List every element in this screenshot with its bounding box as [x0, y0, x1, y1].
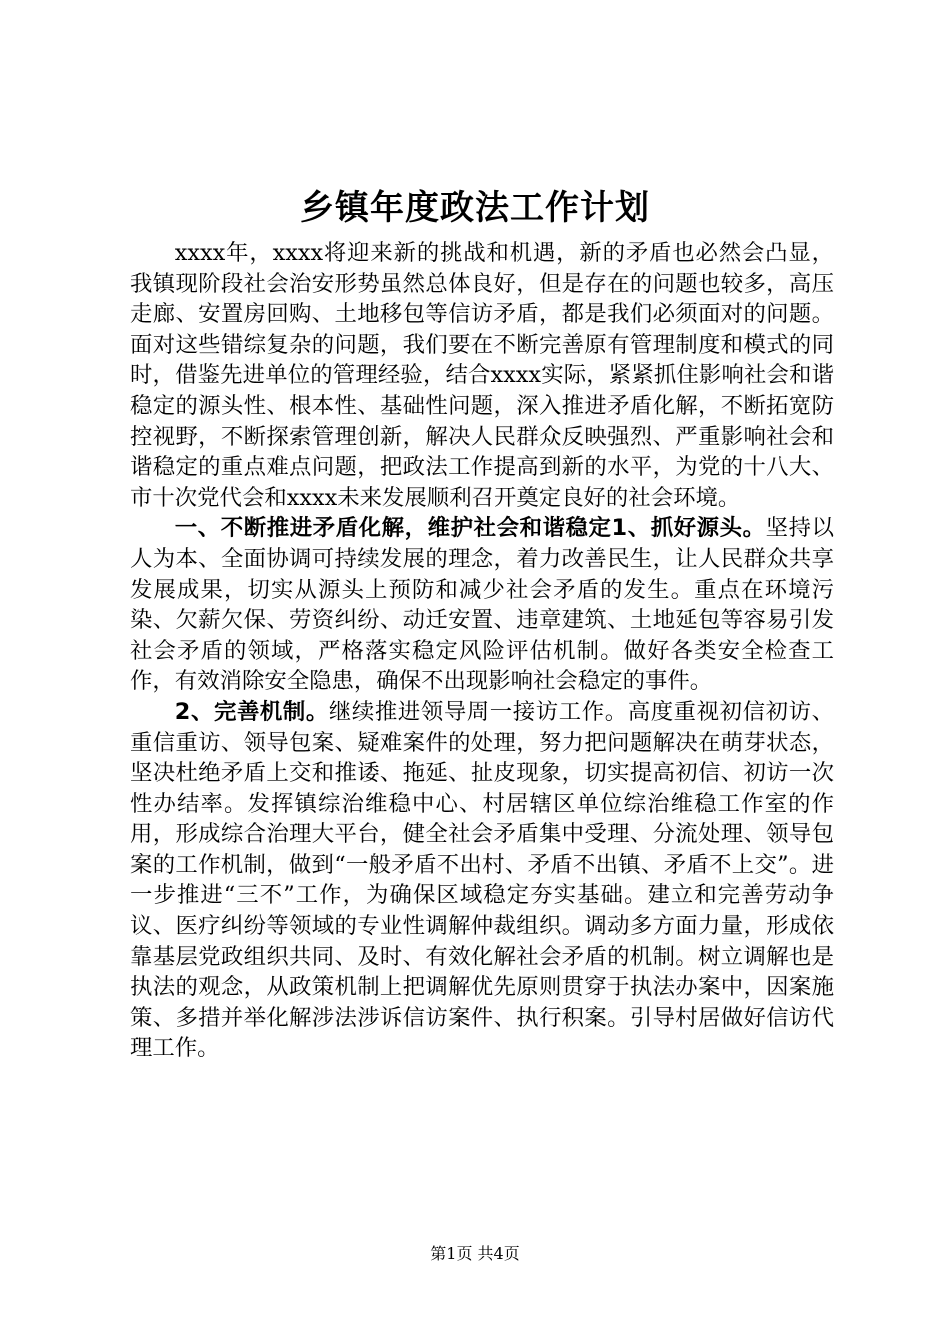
paragraph-section-1 — [130, 513, 834, 697]
section-heading: 2、完善机制。 — [174, 698, 329, 725]
document-title: 乡镇年度政法工作计划 — [300, 188, 650, 228]
section-heading: 一、不断推进矛盾化解，维护社会和谐稳定1、抓好源头。 — [174, 515, 766, 542]
page-footer: 第1页 共4页 — [430, 1244, 520, 1263]
paragraph-text: xxxx年，xxxx将迎来新的挑战和机遇，新的矛盾也必然会凸显，我镇现阶段社会治安形势虽然总体良好，但是存在的问题也较多，高压走廊、安置房回购、土地移包等信访矛盾，都是我们必须面对的问题。面对这些错综复杂的问题，我们要在不断完善原有管理制度和模式的同时，借鉴先进单位的管理经验，结合xxxx实际，紧紧抓住影响社会和谐稳定的源头性、根本性、基础性问题，深入推进矛盾化解，不断拓宽防控视野，不断探索管理创新，解决人民群众反映强烈、严重影响社会和谐稳定的重点难点问题，把政法工作提高到新的水平，为党的十八大、市十次党代会和xxxx未来发展顺利召开奠定良好的社会环境。 — [130, 240, 834, 511]
paragraph-section-2 — [130, 697, 834, 1064]
document-body — [130, 238, 834, 1064]
paragraph-text: 继续推进领导周一接访工作。高度重视初信初访、重信重访、领导包案、疑难案件的处理，努力把问题解决在萌芽状态，坚决杜绝矛盾上交和推诿、拖延、扯皮现象，切实提高初信、初访一次性办结率。发挥镇综治维稳中心、村居辖区单位综治维稳工作室的作用，形成综合治理大平台，健全社会矛盾集中受理、分流处理、领导包案的工作机制，做到“一般矛盾不出村、矛盾不出镇、矛盾不上交”。进一步推进“三不”工作，为确保区域稳定夯实基础。建立和完善劳动争议、医疗纠纷等领域的专业性调解仲裁组织。调动多方面力量，形成依靠基层党政组织共同、及时、有效化解社会矛盾的机制。树立调解也是执法的观念，从政策机制上把调解优先原则贯穿于执法办案中，因案施策、多措并举化解涉法涉诉信访案件、执行积案。引导村居做好信访代理工作。 — [130, 698, 834, 1062]
paragraph-intro — [130, 238, 834, 513]
paragraph-text: 坚持以人为本、全面协调可持续发展的理念，着力改善民生，让人民群众共享发展成果，切实从源头上预防和减少社会矛盾的发生。重点在环境污染、欠薪欠保、劳资纠纷、动迁安置、违章建筑、土地延包等容易引发社会矛盾的领域，严格落实稳定风险评估机制。做好各类安全检查工作，有效消除安全隐患，确保不出现影响社会稳定的事件。 — [130, 515, 834, 695]
